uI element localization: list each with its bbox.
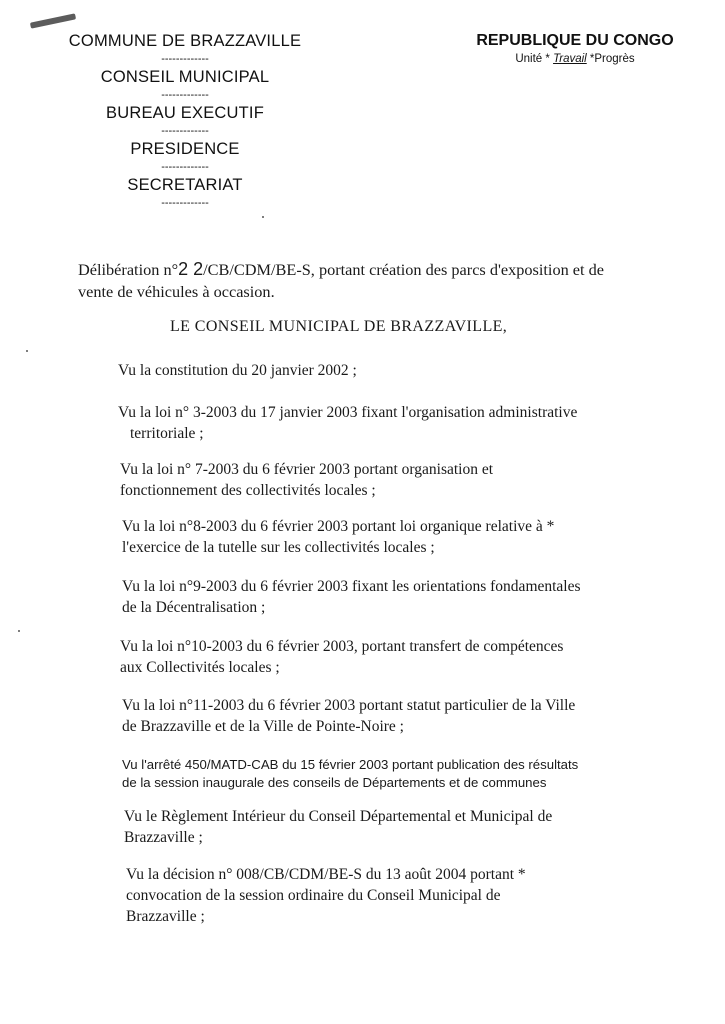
consideration-line: de la session inaugurale des conseils de Départements et de communes xyxy=(122,775,547,790)
motto-part: Unité * xyxy=(515,53,554,65)
deliberation-prefix: Délibération n° xyxy=(78,260,179,279)
consideration-line: Vu la loi n°10-2003 du 6 février 2003, portant transfert de compétences xyxy=(120,638,564,655)
consideration-line: aux Collectivités locales ; xyxy=(120,659,280,676)
deliberation-subject: /CB/CDM/BE-S, portant création des parcs d'exposition et de vente de véhicules à occasion. xyxy=(78,260,604,301)
issuer-header xyxy=(40,30,330,210)
consideration-item xyxy=(122,516,622,558)
consideration-item xyxy=(122,756,652,792)
motto-part: Travail xyxy=(553,53,587,65)
consideration-item xyxy=(126,864,626,927)
scan-speck xyxy=(18,630,20,632)
consideration-line: Vu la loi n°11-2003 du 6 février 2003 portant statut particulier de la Ville xyxy=(122,697,576,714)
divider: ------------- xyxy=(161,197,209,209)
council-name: CONSEIL MUNICIPAL xyxy=(100,68,270,86)
consideration-line: l'exercice de la tutelle sur les collectivités locales ; xyxy=(122,539,435,556)
consideration-item xyxy=(120,459,620,501)
divider: ------------- xyxy=(161,125,209,137)
consideration-item xyxy=(124,806,624,848)
consideration-line: de Brazzaville et de la Ville de Pointe-Noire ; xyxy=(122,718,404,735)
consideration-line: Brazzaville ; xyxy=(124,829,203,846)
bureau-name: BUREAU EXECUTIF xyxy=(106,104,264,122)
consideration-line: Vu la loi n° 7-2003 du 6 février 2003 portant organisation et xyxy=(120,461,494,478)
consideration-line: Vu l'arrêté 450/MATD-CAB du 15 février 2003 portant publication des résultats xyxy=(122,757,579,772)
divider: ------------- xyxy=(161,89,209,101)
consideration-item xyxy=(118,360,618,381)
consideration-line: Vu le Règlement Intérieur du Conseil Départemental et Municipal de xyxy=(124,808,553,825)
consideration-line: Brazzaville ; xyxy=(126,908,205,925)
consideration-line: Vu la décision n° 008/CB/CDM/BE-S du 13 août 2004 portant * xyxy=(126,866,526,883)
consideration-line: Vu la loi n°9-2003 du 6 février 2003 fixant les orientations fondamentales xyxy=(122,578,581,595)
consideration-item xyxy=(120,636,620,678)
consideration-item xyxy=(118,402,618,444)
consideration-line: territoriale ; xyxy=(130,425,204,442)
country-header xyxy=(460,30,690,66)
deliberation-title xyxy=(78,258,638,303)
scan-mark xyxy=(30,13,76,28)
consideration-line: de la Décentralisation ; xyxy=(122,599,266,616)
consideration-line: Vu la constitution du 20 janvier 2002 ; xyxy=(118,362,357,379)
divider: ------------- xyxy=(161,53,209,65)
consideration-line: Vu la loi n° 3-2003 du 17 janvier 2003 fixant l'organisation administrative xyxy=(118,404,578,421)
divider: ------------- xyxy=(161,161,209,173)
motto-part: *Progrès xyxy=(586,53,635,65)
consideration-line: convocation de la session ordinaire du Conseil Municipal de xyxy=(126,887,501,904)
secretariat-name: SECRETARIAT xyxy=(127,176,243,194)
consideration-line: Vu la loi n°8-2003 du 6 février 2003 portant loi organique relative à * xyxy=(122,518,555,535)
consideration-item xyxy=(122,576,642,618)
presidence-name: PRESIDENCE xyxy=(130,140,240,158)
scan-speck xyxy=(262,216,264,218)
commune-name: COMMUNE DE BRAZZAVILLE xyxy=(68,32,302,50)
scan-speck xyxy=(26,350,28,352)
national-motto xyxy=(460,52,690,66)
country-name: REPUBLIQUE DU CONGO xyxy=(476,32,674,49)
deliberation-number: 2 2 xyxy=(178,259,204,279)
council-heading: LE CONSEIL MUNICIPAL DE BRAZZAVILLE, xyxy=(170,318,508,335)
consideration-item xyxy=(122,695,642,737)
consideration-line: fonctionnement des collectivités locales ; xyxy=(120,482,376,499)
